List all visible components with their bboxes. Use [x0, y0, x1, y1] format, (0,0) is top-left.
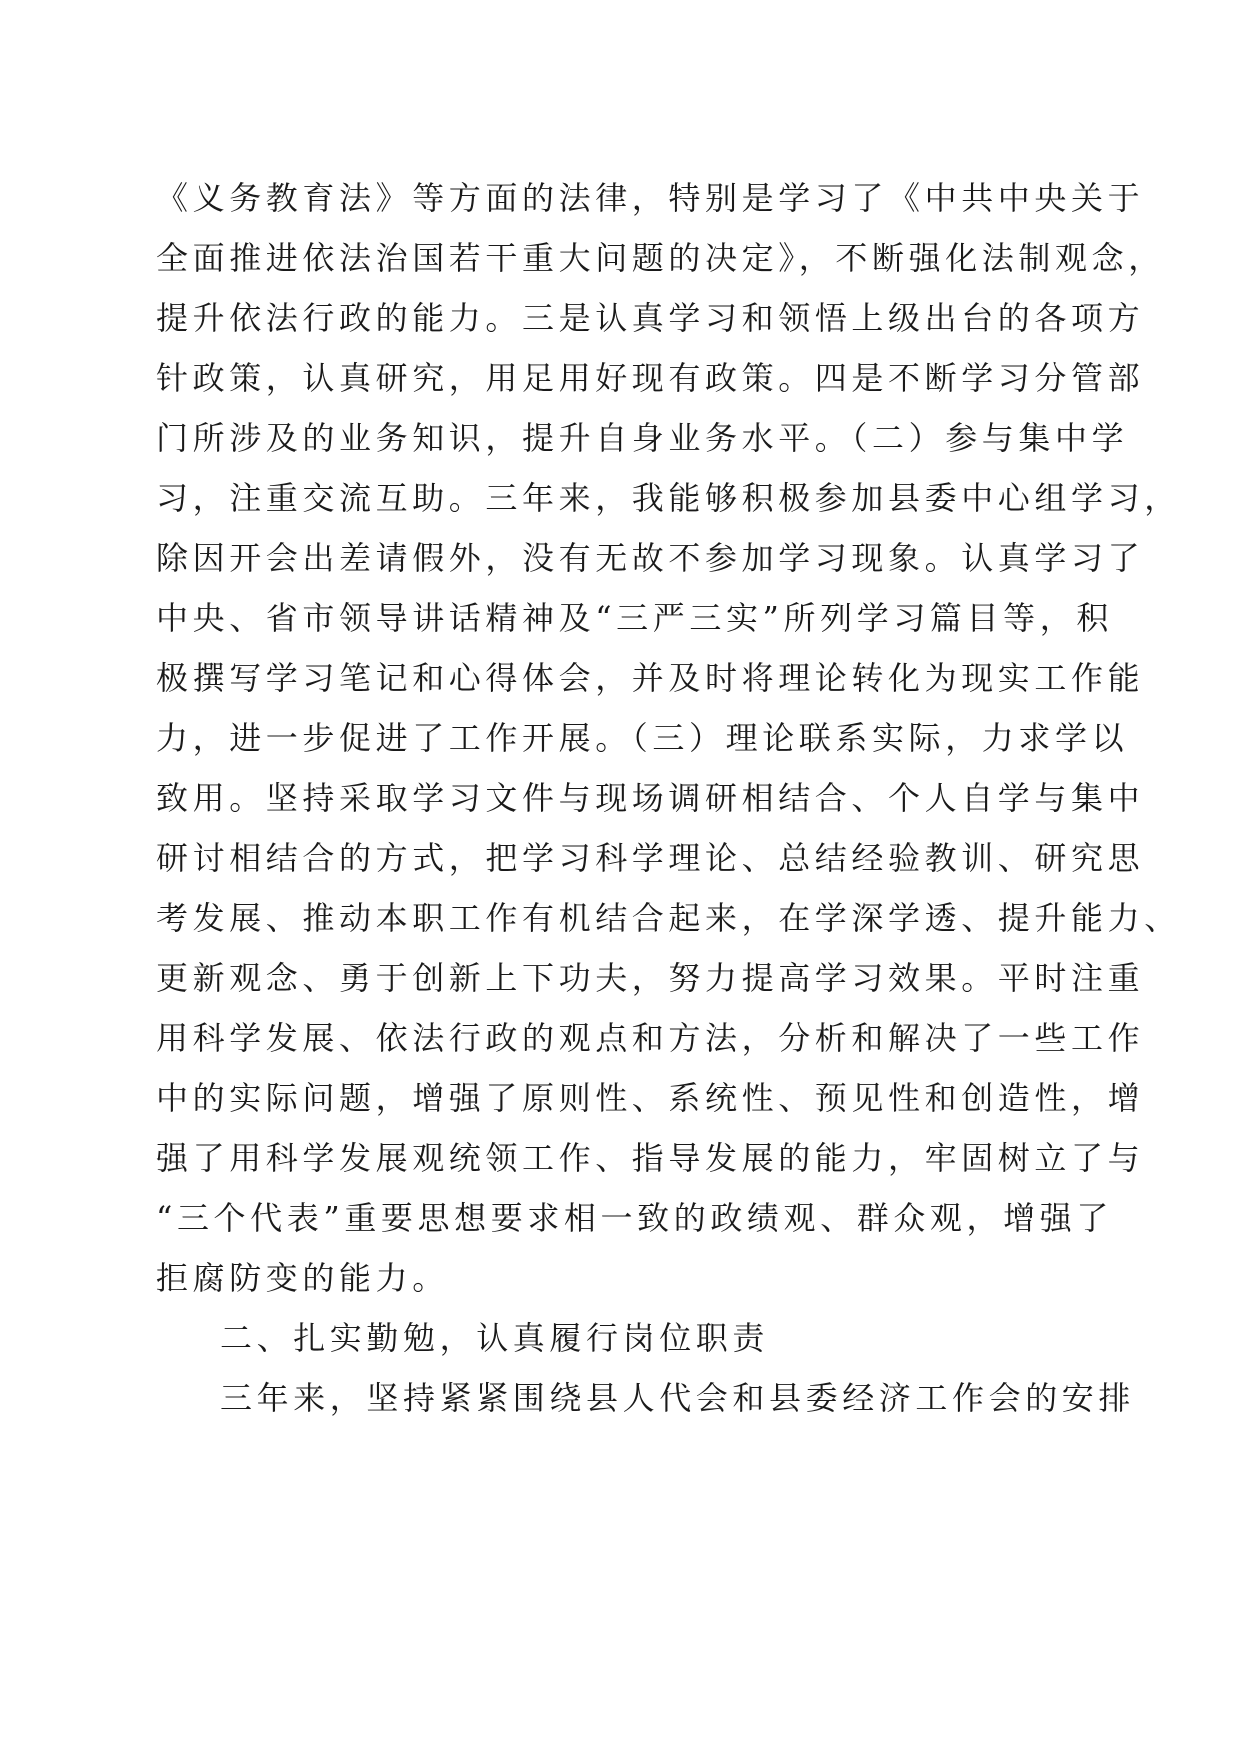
- body-text-line: 提升依法行政的能力。三是认真学习和领悟上级出台的各项方: [156, 299, 1145, 337]
- body-text-line: “三个代表”重要思想要求相一致的政绩观、群众观，增强了: [156, 1199, 1113, 1237]
- body-text-line: 更新观念、勇于创新上下功夫，努力提高学习效果。平时注重: [156, 959, 1145, 997]
- body-text-line: 门所涉及的业务知识，提升自身业务水平。（二）参与集中学: [156, 419, 1129, 457]
- body-text-line: 习，注重交流互助。三年来，我能够积极参加县委中心组学习，: [156, 479, 1181, 517]
- paragraph-start-line: 三年来，坚持紧紧围绕县人代会和县委经济工作会的安排: [220, 1379, 1136, 1417]
- body-text-line: 强了用科学发展观统领工作、指导发展的能力，牢固树立了与: [156, 1139, 1145, 1177]
- body-text-line: 致用。坚持采取学习文件与现场调研相结合、个人自学与集中: [156, 779, 1145, 817]
- body-text-line: 用科学发展、依法行政的观点和方法，分析和解决了一些工作: [156, 1019, 1145, 1057]
- body-text-line: 中的实际问题，增强了原则性、系统性、预见性和创造性，增: [156, 1079, 1145, 1117]
- body-text-line: 极撰写学习笔记和心得体会，并及时将理论转化为现实工作能: [156, 659, 1145, 697]
- body-text-line: 力，进一步促进了工作开展。（三）理论联系实际，力求学以: [156, 719, 1129, 757]
- body-text-line: 除因开会出差请假外，没有无故不参加学习现象。认真学习了: [156, 539, 1145, 577]
- body-text-line: 考发展、推动本职工作有机结合起来，在学深学透、提升能力、: [156, 899, 1181, 937]
- section-heading: 二、扎实勤勉，认真履行岗位职责: [220, 1319, 770, 1357]
- body-text-line: 研讨相结合的方式，把学习科学理论、总结经验教训、研究思: [156, 839, 1145, 877]
- body-text-line: 《义务教育法》等方面的法律，特别是学习了《中共中央关于: [156, 179, 1145, 217]
- body-text-line: 拒腐防变的能力。: [156, 1259, 449, 1297]
- body-text-line: 中央、省市领导讲话精神及“三严三实”所列学习篇目等，积: [156, 599, 1113, 637]
- body-text-line: 针政策，认真研究，用足用好现有政策。四是不断学习分管部: [156, 359, 1145, 397]
- body-text-line: 全面推进依法治国若干重大问题的决定》，不断强化法制观念，: [156, 239, 1165, 277]
